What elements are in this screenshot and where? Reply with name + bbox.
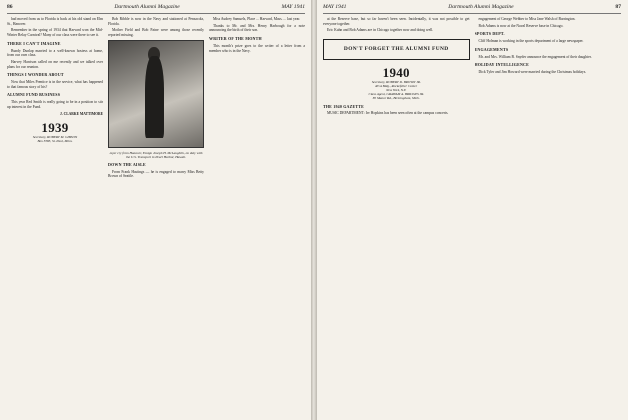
column-1	[323, 17, 470, 420]
body-paragraph: Eric Kuhn and Bob Adams are in Chicago together now and doing well.	[327, 28, 434, 33]
column-2	[475, 17, 622, 420]
class-year: 1940	[382, 64, 410, 80]
body-paragraph: Cliff Holman is working in the sports department of a large newspaper.	[478, 39, 584, 44]
subheading: THE 1940 GAZETTE	[323, 103, 364, 109]
right-page	[317, 0, 628, 420]
body-paragraph: Harvey Harrison called on me recently and we talked over plans for our reunion.	[7, 59, 103, 69]
page-number: 86	[7, 4, 13, 10]
body-paragraph: Bob Ribble is now in the Navy and stationed at Pensacola, Florida.	[108, 17, 204, 26]
officer-line: Box 3383, St. Paul, Minn.	[37, 139, 73, 144]
subheading: ENGAGEMENTS	[474, 46, 509, 52]
secretary-signature: J. CLARKE MATTIMORE	[60, 111, 103, 116]
body-paragraph: Bob Adams is now at the Naval Reserve base in Chicago.	[478, 23, 564, 28]
body-paragraph: at the Reserve base, but so far haven't been seen. Incidentally, it was not possible to get everyone together.	[323, 17, 470, 26]
subheading: THERE I CAN'T IMAGINE	[7, 40, 61, 46]
subheading: ALUMNI FUND BUSINESS	[7, 92, 61, 98]
subheading: WRITER OF THE MONTH	[209, 36, 262, 42]
body-paragraph: Mr. and Mrs. William B. Snyder announce the engagement of their daughter.	[478, 54, 592, 59]
officer-line: RCA Bldg., Rockefeller Center	[375, 83, 418, 88]
officer-line: New York, N.Y.	[386, 88, 407, 93]
body-paragraph: MUSIC DEPARTMENT: Irv Hopkins has been seen often at the campus concerts.	[327, 111, 449, 116]
alumni-fund-reminder: DON'T FORGET THE ALUMNI FUND	[343, 46, 449, 53]
subheading: THINGS I WONDER ABOUT	[7, 72, 64, 78]
body-paragraph: Miss Audrey Samuels, Place ... Harvard, Mass. ... last year.	[213, 17, 301, 21]
officer-line: Secretary, ROBERT D. BROWN JR.	[371, 79, 421, 84]
running-head-right	[323, 4, 621, 14]
body-paragraph: Dick Tyler and Jim Howard were married during the Christmas holidays.	[478, 69, 587, 74]
body-paragraph: Mother Field and Bob Paine were among those recently reported missing.	[108, 28, 204, 38]
body-paragraph: This year Red Smith is really going to be in a position to stir up interest in the Fund.	[7, 100, 103, 109]
body-paragraph: Remember in the spring of 1934 that Harvard won the Mid-Winter Relay Carnival? Many of our class were there to see it.	[7, 28, 103, 38]
class-heading	[7, 121, 103, 143]
subheading: SPORTS DEPT.	[474, 31, 505, 37]
class-year: 1939	[41, 120, 69, 136]
body-paragraph: had moved from us to Florida is back at his old stand on Elm St., Hanover.	[7, 17, 103, 26]
subheading: DOWN THE AISLE	[108, 162, 146, 167]
page-number: 87	[615, 4, 621, 10]
body-paragraph: Now that Miles Prentice is in the service, what has happened to that famous story of his?	[7, 80, 103, 89]
body-paragraph: From Frank Hastings — he is engaged to marry Miss Betty Brown of Seattle.	[108, 169, 204, 179]
alumni-fund-box	[323, 39, 470, 60]
portrait-photo	[108, 40, 204, 148]
column-2	[108, 17, 204, 420]
column-1	[7, 17, 103, 420]
magazine-title: Dartmouth Alumni Magazine	[448, 4, 514, 10]
class-heading	[323, 66, 470, 101]
subheading: HOLIDAY INTELLIGENCE	[474, 62, 529, 68]
running-head-left	[7, 4, 305, 14]
officer-line: Class Agent, GRAHAM A. BRIDGES JR.	[368, 92, 425, 97]
issue-date: MAY 1941	[323, 4, 347, 10]
body-paragraph: Bundy Dunlap married to a well-known hostess at home, from our own class.	[7, 48, 103, 58]
body-paragraph: engagement of George Webber to Miss Jane Walsh of Barrington.	[478, 17, 576, 21]
magazine-title: Dartmouth Alumni Magazine	[114, 4, 180, 10]
photo-caption: A jar cry from Hanover, Ensign Joseph H. McLaughlin, on duty with the U.S. Transport in Pearl Harbor, Hawaii.	[109, 150, 203, 159]
column-3	[209, 17, 305, 420]
officer-line: Secretary, ROBERT M. GIBSON	[32, 135, 78, 140]
issue-date: MAY 1941	[281, 4, 305, 10]
body-paragraph: This month's prize goes to the writer of a letter from a member who is in the Navy.	[209, 43, 305, 53]
body-paragraph: Thanks to Mr. and Mrs. Henry Harbough for a note announcing the birth of their son.	[209, 23, 305, 33]
officer-line: 85 Manor Rd., Birmingham, Mich.	[372, 96, 420, 101]
left-page	[0, 0, 311, 420]
photo-figure-shape	[145, 56, 164, 139]
